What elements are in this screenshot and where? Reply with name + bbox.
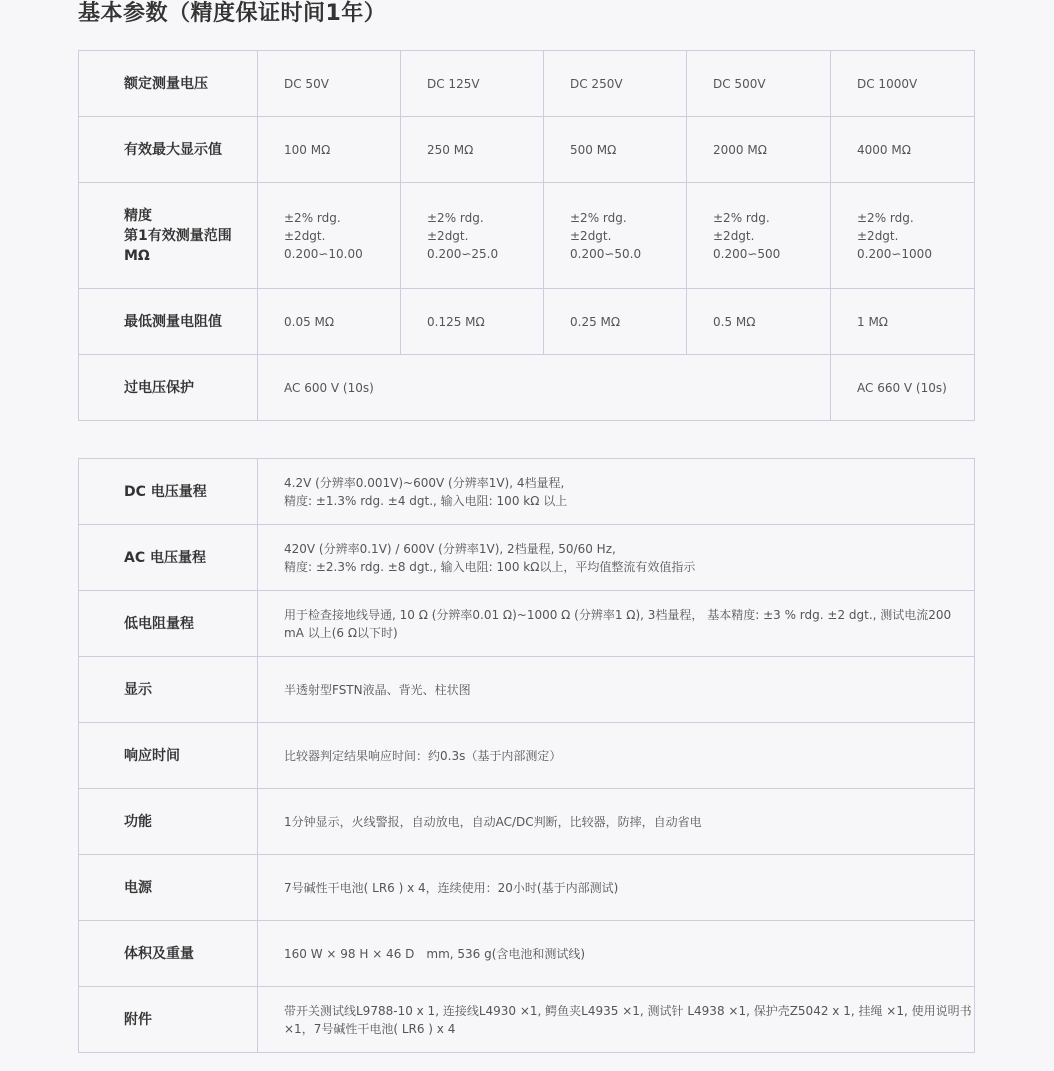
ac-voltage-line-2: 精度: ±2.3% rdg. ±8 dgt., 输入电阻: 100 kΩ以上，平均值整流有效值指示 xyxy=(284,559,696,574)
accuracy-3-rdg: ±2% rdg. xyxy=(570,210,627,225)
cell-low-resistance xyxy=(258,591,975,657)
cell-overvoltage-1: AC 600 V (10s) xyxy=(258,355,831,421)
accuracy-label-line-2: 第1有效测量范围 xyxy=(124,227,232,244)
table-row-size-weight xyxy=(79,921,975,987)
cell-max-display-3: 500 MΩ xyxy=(544,117,687,183)
cell-min-resistance-2: 0.125 MΩ xyxy=(401,289,544,355)
accessories-line-1: 带开关测试线L9788-10 x 1, 连接线L4930 ×1, 鳄鱼夹L4935 ×1, 测试针 L4938 ×1, 保护壳Z5042 x 1, 挂绳 ×1, 使用说明书 xyxy=(284,1003,972,1018)
accuracy-4-dgt: ±2dgt. xyxy=(713,228,755,243)
cell-ac-voltage xyxy=(258,525,975,591)
table-row-power xyxy=(79,855,975,921)
accuracy-2-dgt: ±2dgt. xyxy=(427,228,469,243)
dc-voltage-line-1: 4.2V (分辨率0.001V)~600V (分辨率1V), 4档量程, xyxy=(284,475,565,490)
cell-accuracy-5 xyxy=(831,183,975,289)
accessories-line-2: ×1，7号碱性干电池( LR6 ) x 4 xyxy=(284,1021,456,1036)
cell-min-resistance-3: 0.25 MΩ xyxy=(544,289,687,355)
functions-line-1: 1分钟显示，火线警报，自动放电，自动AC/DC判断，比较器，防摔，自动省电 xyxy=(284,814,702,829)
accuracy-label-line-1: 精度 xyxy=(124,207,152,224)
display-line-1: 半透射型FSTN液晶、背光、柱状图 xyxy=(284,682,471,697)
accuracy-2-range: 0.200∽25.0 xyxy=(427,246,499,261)
row-label-display: 显示 xyxy=(79,657,258,723)
cell-max-display-5: 4000 MΩ xyxy=(831,117,975,183)
row-label-max-display: 有效最大显示值 xyxy=(79,117,258,183)
row-label-overvoltage: 过电压保护 xyxy=(79,355,258,421)
cell-response-time xyxy=(258,723,975,789)
accuracy-2-rdg: ±2% rdg. xyxy=(427,210,484,225)
cell-accuracy-1 xyxy=(258,183,401,289)
row-label-dc-voltage: DC 电压量程 xyxy=(79,459,258,525)
table-row-overvoltage xyxy=(79,355,975,421)
cell-min-resistance-5: 1 MΩ xyxy=(831,289,975,355)
table-row-accessories xyxy=(79,987,975,1053)
table-row-response-time xyxy=(79,723,975,789)
accuracy-1-range: 0.200∽10.00 xyxy=(284,246,363,261)
cell-min-resistance-1: 0.05 MΩ xyxy=(258,289,401,355)
row-label-accessories: 附件 xyxy=(79,987,258,1053)
row-label-accuracy xyxy=(79,183,258,289)
cell-rated-voltage-4: DC 500V xyxy=(687,51,831,117)
accuracy-3-range: 0.200∽50.0 xyxy=(570,246,642,261)
cell-rated-voltage-1: DC 50V xyxy=(258,51,401,117)
power-line-1: 7号碱性干电池( LR6 ) x 4，连续使用：20小时(基于内部测试) xyxy=(284,880,619,895)
accuracy-4-range: 0.200∽500 xyxy=(713,246,781,261)
accuracy-5-dgt: ±2dgt. xyxy=(857,228,899,243)
dc-voltage-line-2: 精度: ±1.3% rdg. ±4 dgt., 输入电阻: 100 kΩ 以上 xyxy=(284,493,568,508)
accuracy-1-dgt: ±2dgt. xyxy=(284,228,326,243)
row-label-rated-voltage: 额定测量电压 xyxy=(79,51,258,117)
cell-accessories xyxy=(258,987,975,1053)
row-label-functions: 功能 xyxy=(79,789,258,855)
table-row-functions xyxy=(79,789,975,855)
accuracy-label-line-3: MΩ xyxy=(124,247,150,264)
cell-accuracy-4 xyxy=(687,183,831,289)
cell-accuracy-2 xyxy=(401,183,544,289)
accuracy-4-rdg: ±2% rdg. xyxy=(713,210,770,225)
page-title: 基本参数（精度保证时间1年） xyxy=(78,1,387,26)
cell-max-display-1: 100 MΩ xyxy=(258,117,401,183)
table-row-max-display xyxy=(79,117,975,183)
accuracy-5-rdg: ±2% rdg. xyxy=(857,210,914,225)
cell-min-resistance-4: 0.5 MΩ xyxy=(687,289,831,355)
accuracy-3-dgt: ±2dgt. xyxy=(570,228,612,243)
cell-accuracy-3 xyxy=(544,183,687,289)
low-resistance-line-1: 用于检查接地线导通, 10 Ω (分辨率0.01 Ω)~1000 Ω (分辨率1 Ω), 3档量程， 基本精度: ±3 % rdg. ±2 dgt., 测试电流200 xyxy=(284,607,952,622)
size-weight-line-1: 160 W × 98 H × 46 D mm, 536 g(含电池和测试线) xyxy=(284,946,586,961)
cell-power xyxy=(258,855,975,921)
cell-rated-voltage-2: DC 125V xyxy=(401,51,544,117)
table-row-accuracy xyxy=(79,183,975,289)
accuracy-5-range: 0.200∽1000 xyxy=(857,246,932,261)
table-row-dc-voltage xyxy=(79,459,975,525)
table-row-ac-voltage xyxy=(79,525,975,591)
cell-rated-voltage-5: DC 1000V xyxy=(831,51,975,117)
row-label-response-time: 响应时间 xyxy=(79,723,258,789)
row-label-ac-voltage: AC 电压量程 xyxy=(79,525,258,591)
response-time-line-1: 比较器判定结果响应时间：约0.3s（基于内部测定） xyxy=(284,748,562,763)
cell-overvoltage-2: AC 660 V (10s) xyxy=(831,355,975,421)
table-row-display xyxy=(79,657,975,723)
row-label-low-resistance: 低电阻量程 xyxy=(79,591,258,657)
cell-size-weight xyxy=(258,921,975,987)
row-label-power: 电源 xyxy=(79,855,258,921)
cell-dc-voltage xyxy=(258,459,975,525)
table-row-rated-voltage xyxy=(79,51,975,117)
cell-max-display-2: 250 MΩ xyxy=(401,117,544,183)
table-row-min-resistance xyxy=(79,289,975,355)
table-row-low-resistance xyxy=(79,591,975,657)
row-label-size-weight: 体积及重量 xyxy=(79,921,258,987)
accuracy-1-rdg: ±2% rdg. xyxy=(284,210,341,225)
ac-voltage-line-1: 420V (分辨率0.1V) / 600V (分辨率1V), 2档量程, 50/60 Hz, xyxy=(284,541,616,556)
specifications-table xyxy=(78,458,975,1053)
cell-rated-voltage-3: DC 250V xyxy=(544,51,687,117)
cell-display xyxy=(258,657,975,723)
cell-max-display-4: 2000 MΩ xyxy=(687,117,831,183)
row-label-min-resistance: 最低测量电阻值 xyxy=(79,289,258,355)
basic-parameters-table xyxy=(78,50,975,421)
low-resistance-line-2: mA 以上(6 Ω以下时) xyxy=(284,625,398,640)
cell-functions xyxy=(258,789,975,855)
